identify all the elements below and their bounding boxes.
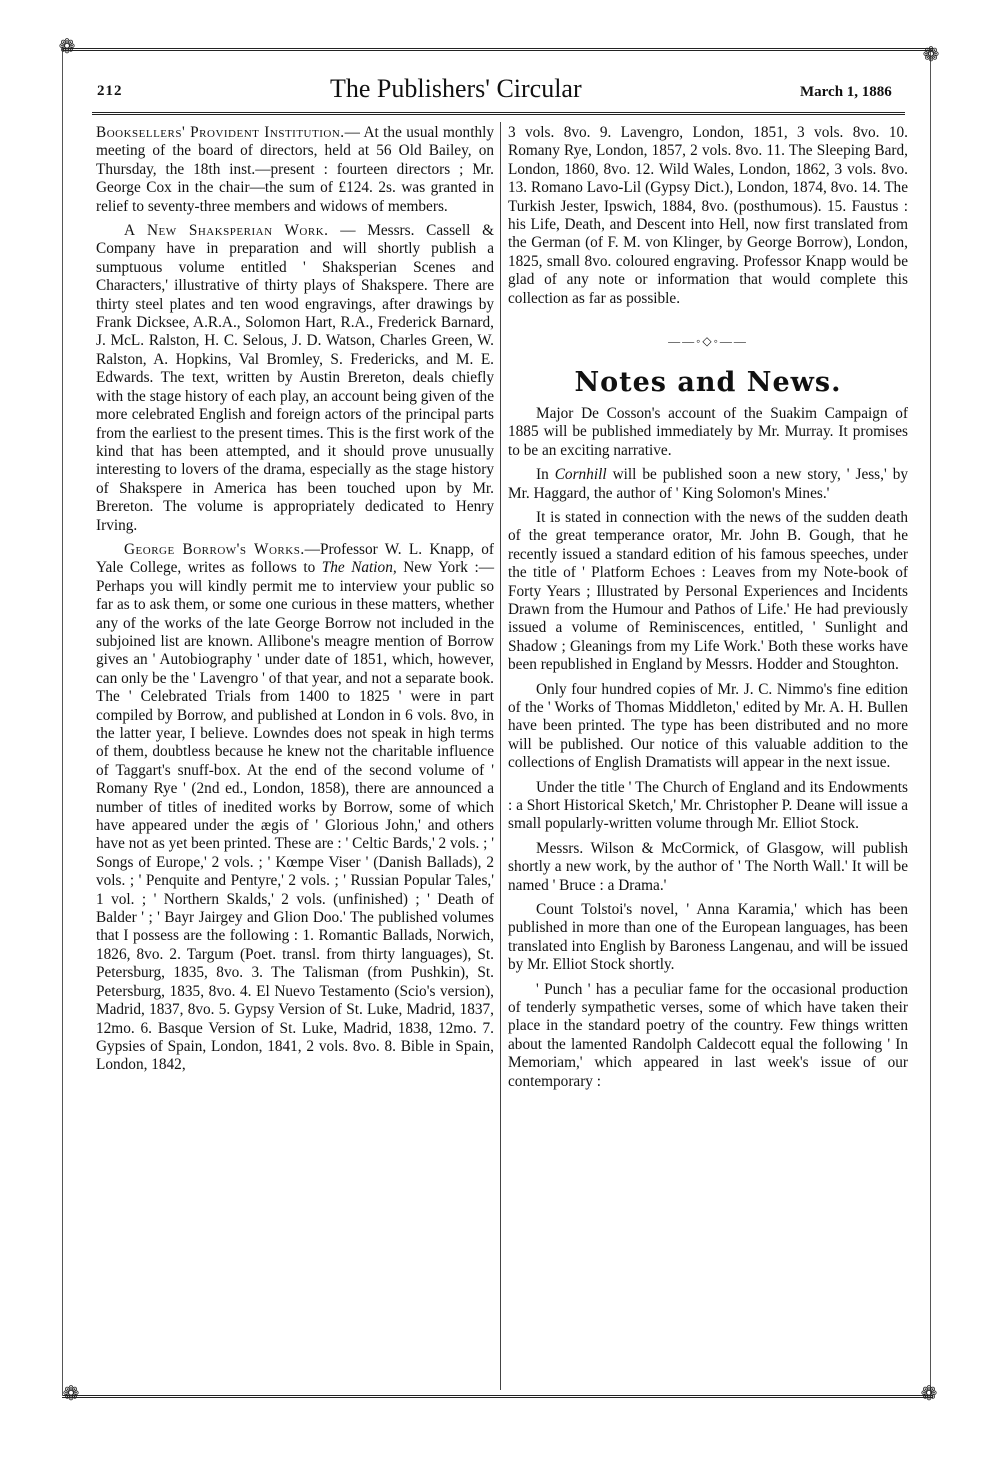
article-body: —Professor W. L. Knapp, of Yale College, writes as follows to [96,540,494,577]
article-body: — At the usual monthly meeting of the board of directors, held at 56 Old Bailey, on Thursday, the 18th inst.—present : fourteen directors ; Mr. George Cox in the chair—the sum of £124. 2s. was granted in relief to seventy-three members and widows of members. [96,124,494,215]
top-double-rule [62,48,933,51]
article-heading: Booksellers' Provident Institution. [96,124,345,141]
article-borrow-continuation: 3 vols. 8vo. 9. Lavengro, London, 1851, 3 vols. 8vo. 10. Romany Rye, London, 1857, 2 vols. 8vo. 11. The Sleeping Bard, London, 1860, 8vo. 12. Wild Wales, London, 1862, 3 vols. 8vo. 13. Romano Lavo-Lil (Gypsy Dict.), London, 1874, 8vo. 14. The Turkish Jester, Ipswich, 1884, 8vo. (posthumous). 15. Faustus : his Life, Death, and Descent into Hell, now first translated from the German (of F. M. von Klinger, by George Borrow), London, 1825, small 8vo. coloured engraving. Professor Knapp would be glad of any note or information that would complete this collection as far as possible. [508,124,908,307]
section-heading-notes-news: Notes and News. [574,367,842,399]
news-item: It is stated in connection with the news of the sudden death of the great temperance orator, Mr. John B. Gough, that he recently issued a standard edition of his famous speeches, under the title of ' Platform Echoes : Leaves from my Note-book of Forty Years ; Illustrated by Personal Experiences and Incidents Drawn from the Humour and Pathos of Life.' He had previously issued a volume of Reminiscences, entitled, ' Sunlight and Shadow ; Gleanings from my Life Work.' Both these works have been republished in England by Messrs. Hodder and Stoughton. [508,508,908,674]
article-shaksperian-work [96,222,494,535]
corner-ornament-icon: ❁ [62,1383,80,1405]
page-number: 212 [97,83,123,99]
news-item: Count Tolstoi's novel, ' Anna Karamia,' which has been published in more than one of the European languages, has been translated into English by Baroness Langenau, and will be issued by Mr. Elliot Stock shortly. [508,901,908,974]
bottom-double-rule [62,1395,933,1398]
article-borrow-works [96,541,494,1075]
news-text: In [536,466,555,484]
publication-title: The Publishers' Circular [330,74,582,103]
news-item [508,466,908,503]
news-item: Messrs. Wilson & McCormick, of Glasgow, will publish shortly a new work, by the author of ' The North Wall.' It will be named ' Bruce : a Drama.' [508,839,908,894]
corner-ornament-icon: ❁ [58,36,76,58]
right-border-rule [930,48,931,1396]
news-text: will be published soon a new story, ' Jess,' by Mr. Haggard, the author of ' King Solomon's Mines.' [508,466,908,502]
news-item: ' Punch ' has a peculiar fame for the occasional production of tenderly sympathetic verses, some of which have taken their place in the standard poetry of the country. Few things written about the lamented Randolph Caldecott equal the following ' In Memoriam,' which appeared in last week's issue of our contemporary : [508,980,908,1090]
article-body: New York :—Perhaps you will kindly permit me to interview your public so far as to ask them, or some one curious in these matters, whether any of the works of the late George Borrow not included in the subjoined list are known. Allibone's meagre mention of Borrow gives an ' Autobiography ' under date of 1851, which, however, can only be the ' Lavengro ' of that year, and not a separate book. The ' Celebrated Trials from 1400 to 1825 ' were in part compiled by Borrow, and published at London in 6 vols. 8vo, in the latter year, I believe. Lowndes does not speak in high terms of them, doubtless because he knew not the charitable influence of Taggart's snuff-box. At the end of the second volume of ' Romany Rye ' (2nd ed., London, 1858), there are announced a number of titles of inedited works by Borrow, some of which have appeared under the ægis of ' Glorious John,' and others have not as yet been printed. These are : ' Celtic Bards,' 2 vols. ; ' Songs of Europe,' 2 vols. ; ' Kœmpe Viser ' (Danish Ballads), 2 vols. ; ' Penquite and Pentyre,' 2 vols. ; ' Russian Popular Tales,' 1 vol. ; ' Northern Skalds,' 2 vols. (unfinished) ; ' Death of Balder ' ; ' Bayr Jairgey and Glion Doo.' The published volumes that I possess are the following : 1. Romantic Ballads, Norwich, 1826, 8vo. 2. Targum (Poet. transl. from thirty languages), St. Petersburg, 1835, 8vo. 3. The Talisman (from Pushkin), St. Petersburg, 1835, 8vo. 4. El Nuevo Testamento (Scio's version), Madrid, 1837, 8vo. 5. Gypsy Version of St. Luke, Madrid, 1837, 12mo. 6. Basque Version of St. Luke, Madrid, 1838, 12mo. 7. Gypsies of Spain, London, 1841, 2 vols. 8vo. 8. Bible in Spain, London, 1842, [96,559,494,1074]
corner-ornament-icon: ❁ [922,44,940,66]
news-item: Only four hundred copies of Mr. J. C. Nimmo's fine edition of the ' Works of Thomas Middleton,' edited by Mr. A. H. Bullen have been printed. The type has been distributed and no more will be published. Our notice of this valuable addition to the collections of English Dramatists will appear in the next issue. [508,680,908,772]
header-double-rule [92,112,905,115]
section-divider-ornament: ——◦◇◦—— [668,334,748,349]
news-item: Under the title ' The Church of England and its Endowments : a Short Historical Sketch,' Mr. Christopher P. Deane will issue a small popularly-written volume through Mr. Elliot Stock. [508,778,908,833]
article-italic: The Nation, [321,559,397,577]
article-heading: A New Shaksperian Work. [124,222,329,240]
right-column [508,124,908,1097]
column-divider [500,122,501,1390]
article-booksellers-provident [96,124,494,216]
left-border-rule [62,48,63,1396]
article-body: — Messrs. Cassell & Company have in preparation and will shortly publish a sumptuous volume entitled ' Shaksperian Scenes and Characters,' illustrative of thirty plays of Shakspere. There are thirty steel plates and ten wood engravings, after drawings by Frank Dicksee, A.R.A., Solomon Hart, R.A., Frederick Barnard, J. McL. Ralston, H. C. Selous, J. D. Watson, Charles Green, W. Ralston, A. Hopkins, Val Bromley, S. Fredericks, and M. E. Edwards. The text, written by Austin Brereton, deals chiefly with the stage history of each play, an account being given of the more celebrated English and foreign actors of the principal parts from the earliest to the present times. This is the first work of the kind that has been attempted, and it should prove unusually interesting to lovers of the drama, especially as the stage history of Shakspere in America has been touched upon by Mr. Brereton. The volume is appropriately dedicated to Henry Irving. [96,222,494,534]
news-item: Major De Cosson's account of the Suakim Campaign of 1885 will be published immediately by Mr. Murray. It promises to be an exciting narrative. [508,404,908,459]
corner-ornament-icon: ❁ [920,1383,938,1405]
left-column [96,124,494,1081]
article-heading: George Borrow's Works. [124,540,305,558]
news-italic: Cornhill [554,466,607,484]
issue-date: March 1, 1886 [800,84,892,100]
